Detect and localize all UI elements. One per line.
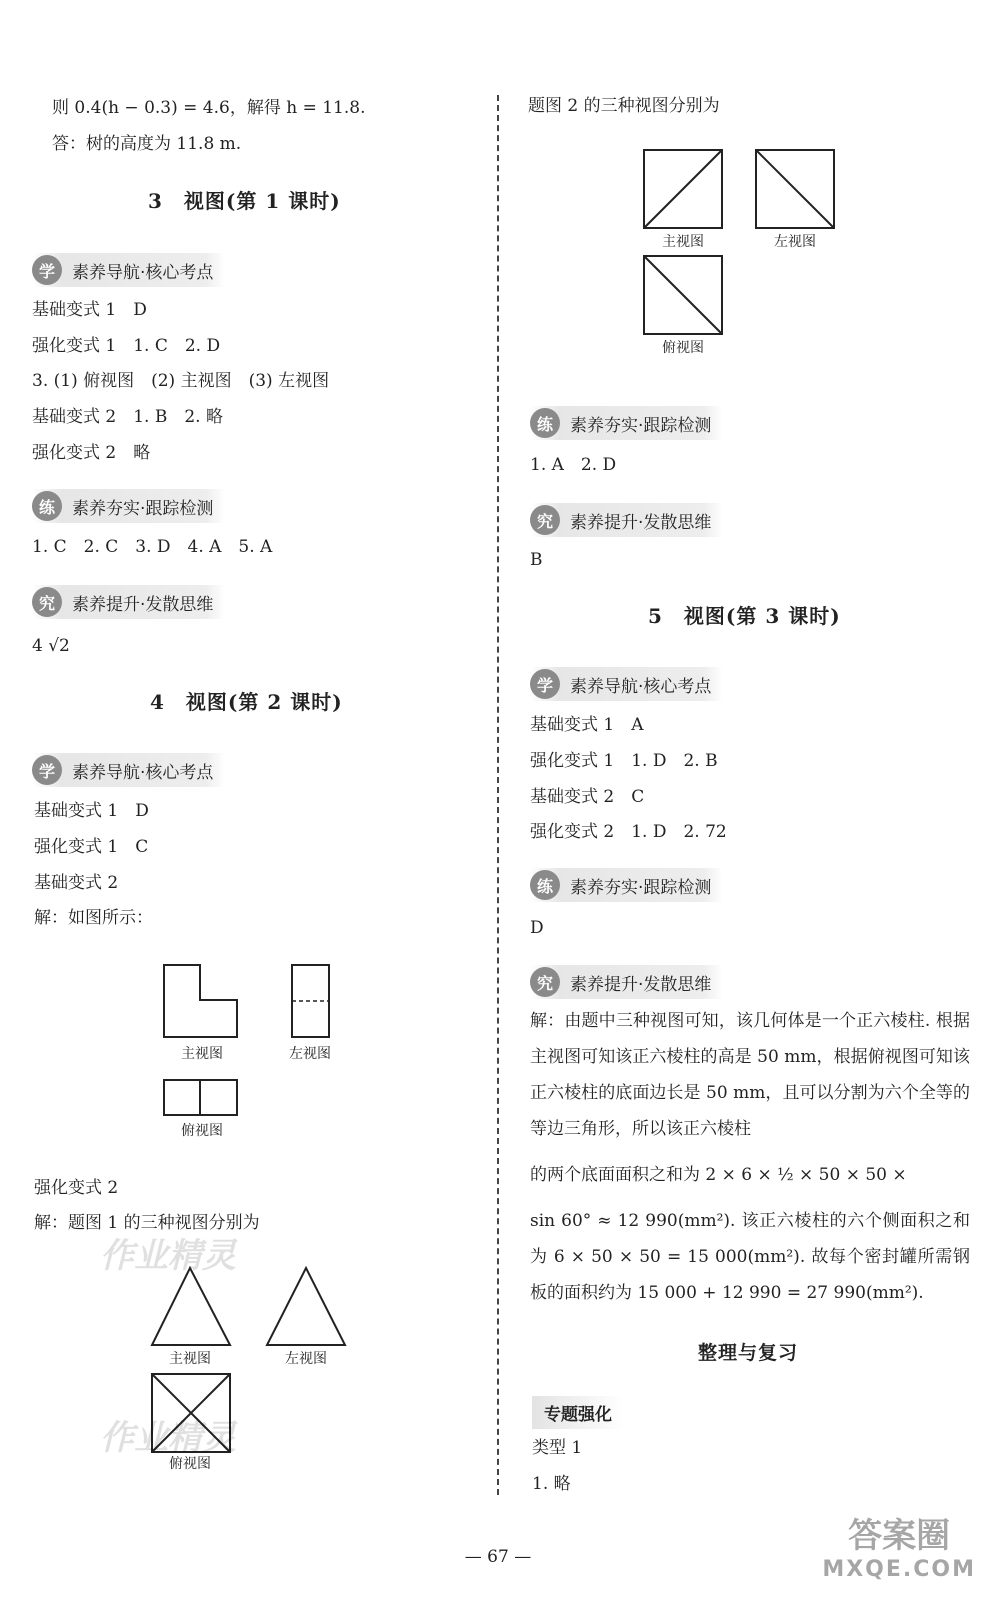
figure-caption: 左视图 [774,234,816,250]
xue-header [32,253,225,287]
answer-line: 强化变式 2 [34,1178,119,1198]
lian-label: 素养夯实·跟踪检测 [72,498,214,519]
xue-header [530,667,723,701]
answer-line: 基础变式 2 1. B 2. 略 [32,407,223,427]
section-title-3: 3 视图(第 1 课时) [148,189,341,213]
answer-line: 类型 1 [532,1438,583,1458]
figure-caption: 俯视图 [181,1123,223,1139]
answer-line: 基础变式 1 D [32,300,147,320]
answer-line: 基础变式 1 A [530,715,644,735]
lian-icon: 练 [530,408,560,438]
triangle-left-view [267,1268,345,1345]
answer-line: 强化变式 2 1. D 2. 72 [530,822,727,842]
answer-line: 强化变式 2 略 [32,443,151,463]
figure-caption: 俯视图 [662,340,704,356]
section-title-5: 5 视图(第 3 课时) [648,604,841,628]
xue-icon: 学 [32,755,62,785]
answer-line: 强化变式 1 1. C 2. D [32,336,221,356]
answer-line: 3. (1) 俯视图 (2) 主视图 (3) 左视图 [32,371,330,391]
page-number: — 67 — [464,1547,532,1567]
equation-line: 则 0.4(h − 0.3) = 4.6，解得 h = 11.8. [52,98,366,118]
answer-line: 1. C 2. C 3. D 4. A 5. A [32,537,273,557]
lian-header [32,489,225,523]
watermark: 作业精灵 [100,1236,236,1276]
jiu-icon: 究 [32,587,62,617]
figure-caption: 俯视图 [169,1456,211,1472]
lian-label: 素养夯实·跟踪检测 [570,415,712,436]
answer-line: D [530,918,544,938]
xue-header [32,753,225,787]
diagonal-line [644,256,722,334]
xue-label: 素养导航·核心考点 [72,262,214,283]
review-title: 整理与复习 [698,1342,799,1364]
lian-header [530,406,723,440]
jiu-header [530,965,723,999]
section-title-4: 4 视图(第 2 课时) [150,690,343,714]
lian-label: 素养夯实·跟踪检测 [570,877,712,898]
diagonal-line [756,150,834,228]
figure-caption: 主视图 [662,234,704,250]
answer-line: B [530,550,543,570]
column-divider [497,95,499,1495]
brand-name: 答案圈 [848,1516,951,1556]
answer-line: 解：题图 1 的三种视图分别为 [34,1213,260,1233]
jiu-label: 素养提升·发散思维 [570,512,712,533]
brand-url: MXQE.COM [822,1557,976,1582]
answer-line: 基础变式 2 [34,873,119,893]
watermark: 作业精灵 [100,1418,236,1458]
xue-label: 素养导航·核心考点 [72,762,214,783]
answer-line: 4 √2 [32,636,70,656]
figure-caption: 左视图 [289,1046,331,1062]
jiu-label: 素养提升·发散思维 [570,974,712,995]
answer-line: 1. 略 [532,1474,571,1494]
answer-line: 解：如图所示： [34,908,153,928]
lian-icon: 练 [32,491,62,521]
solution-line: 的两个底面面积之和为 2 × 6 × ½ × 50 × 50 × [530,1165,907,1185]
answer-line: 强化变式 1 C [34,837,149,857]
solution-paragraph: sin 60° ≈ 12 990(mm²). 该正六棱柱的六个侧面积之和为 6 × 50 × 50 = 15 000(mm²). 故每个密封罐所需钢板的面积约为 15 000 + 12 990 = 27 990(mm²). [530,1211,970,1303]
xue-icon: 学 [530,669,560,699]
answer-line: 基础变式 2 C [530,787,645,807]
figure-caption: 主视图 [169,1351,211,1367]
triangle-main-view [152,1268,230,1345]
lian-icon: 练 [530,870,560,900]
answer-line: 题图 2 的三种视图分别为 [528,96,720,116]
jiu-label: 素养提升·发散思维 [72,594,214,615]
answer-line: 基础变式 1 D [34,801,149,821]
jiu-header [530,503,723,537]
l-shape-main-view [164,965,237,1037]
xue-icon: 学 [32,255,62,285]
figure-caption: 主视图 [181,1046,223,1062]
jiu-icon: 究 [530,505,560,535]
lian-header [530,868,723,902]
diagonal-line [644,150,722,228]
special-heading: 专题强化 [532,1396,624,1429]
answer-line: 1. A 2. D [530,455,617,475]
answer-line: 强化变式 1 1. D 2. B [530,751,718,771]
brand-logo [822,1508,976,1582]
figure-caption: 左视图 [285,1351,327,1367]
jiu-header [32,585,225,619]
answer-line: 答：树的高度为 11.8 m. [52,134,242,154]
jiu-icon: 究 [530,967,560,997]
solution-paragraph: 解：由题中三种视图可知，该几何体是一个正六棱柱. 根据主视图可知该正六棱柱的高是 50 mm，根据俯视图可知该正六棱柱的底面边长是 50 mm，且可以分割为六个全等的等边三角形，所以该正六棱柱 [530,1011,970,1139]
xue-label: 素养导航·核心考点 [570,676,712,697]
